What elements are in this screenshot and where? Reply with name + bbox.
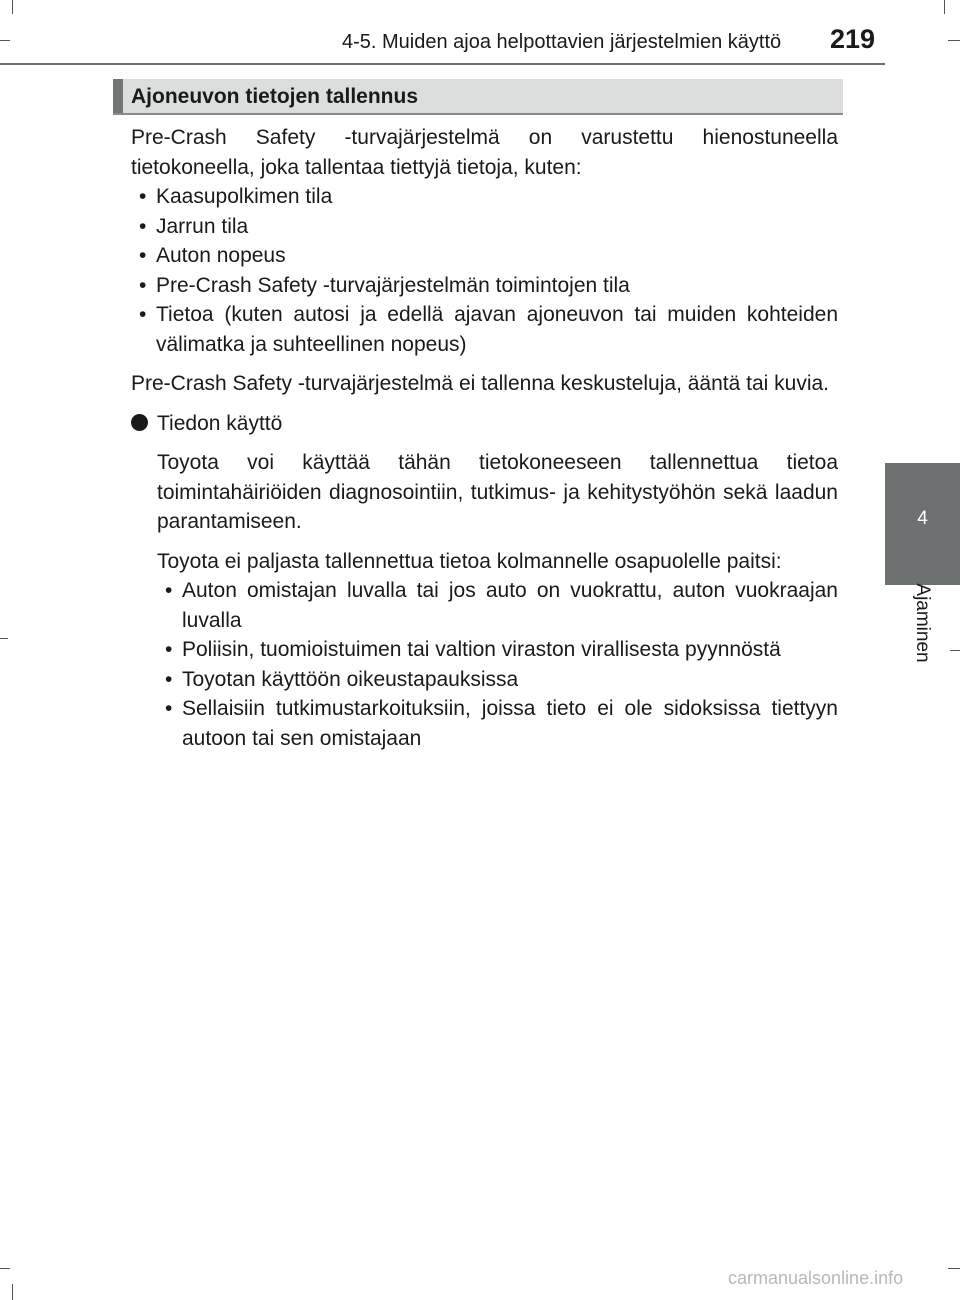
bullet: • [165,667,173,691]
list-item-text: Sellaisiin tutkimustarkoituksiin, joissa tieto ei ole sidoksissa tiettyyn autoon tai sen omistajaan [182,697,838,750]
list-item [157,665,838,695]
crop-mark [950,650,960,651]
crop-mark [0,1268,10,1269]
not-recorded-paragraph: Pre-Crash Safety -turvajärjestelmä ei tallenna keskusteluja, ääntä tai kuvia. [131,372,830,395]
list-item [157,635,838,665]
list-item-text: Tietoa (kuten autosi ja edellä ajavan ajoneuvon tai muiden kohteiden välimatka ja suhteellinen nopeus) [156,303,838,356]
data-use-heading-text: Tiedon käyttö [157,411,283,435]
list-item-text: Poliisin, tuomioistuimen tai valtion viraston virallisesta pyynnöstä [182,638,781,661]
list-item [131,241,838,271]
bullet: • [139,303,147,326]
crop-mark [12,0,13,14]
list-item [131,271,838,301]
watermark: carmanualsonline.info [728,1268,904,1288]
bullet: • [165,697,173,720]
data-use-section [157,448,838,753]
section-title: Ajoneuvon tietojen tallennus [131,85,419,108]
bullet: • [139,273,147,297]
crop-mark [12,1284,13,1300]
chapter-label [907,578,937,668]
page-number: 219 [830,24,876,54]
section-title-bar [113,79,843,115]
list-item-text: Kaasupolkimen tila [156,185,333,208]
list-item [157,576,838,635]
list-item-text: Pre-Crash Safety -turvajärjestelmän toimintojen tila [156,273,630,297]
bullet: • [139,244,147,267]
crop-mark [948,40,960,41]
disclosure-paragraph: Toyota ei paljasta tallennettua tietoa kolmannelle osapuolelle paitsi: [157,549,782,573]
bullet: • [139,214,147,238]
recorded-items-list [131,182,838,359]
list-item-text: Auton omistajan luvalla tai jos auto on vuokrattu, auton vuokraajan luvalla [182,579,838,632]
intro-paragraph: Pre-Crash Safety -turvajärjestelmä on varustettu hienostuneella tietokoneella, joka tallentaa tiettyjä tietoja, kuten: [131,126,838,179]
data-use-paragraph: Toyota voi käyttää tähän tietokoneeseen tallennettua tietoa toimintahäiriöiden diagnosointiin, tutkimus- ja kehitystyöhön sekä laadun parantamiseen. [157,451,838,533]
list-item [131,182,838,212]
chapter-tab [885,463,960,585]
header-rule [0,63,885,65]
list-item-text: Jarrun tila [156,214,249,238]
list-item [157,694,838,753]
bullet: • [165,638,173,661]
list-item [131,212,838,242]
data-use-heading [131,409,838,439]
crop-mark [0,40,10,41]
bullet: • [165,579,173,602]
list-item-text: Auton nopeus [156,244,286,267]
list-item [131,300,838,359]
crop-mark [944,0,945,14]
chapter-label-text: Ajaminen [912,583,933,663]
list-item-text: Toyotan käyttöön oikeustapauksissa [182,667,519,691]
exceptions-list [157,576,838,753]
body-content [131,123,838,753]
bullet: • [139,185,147,208]
header-section-title: 4-5. Muiden ajoa helpottavien järjestelmien käyttö [342,31,782,53]
filled-circle-icon [131,414,148,431]
section-bar-accent [113,79,123,113]
crop-mark [0,638,8,639]
crop-mark [948,1268,960,1269]
chapter-number: 4 [917,508,928,529]
